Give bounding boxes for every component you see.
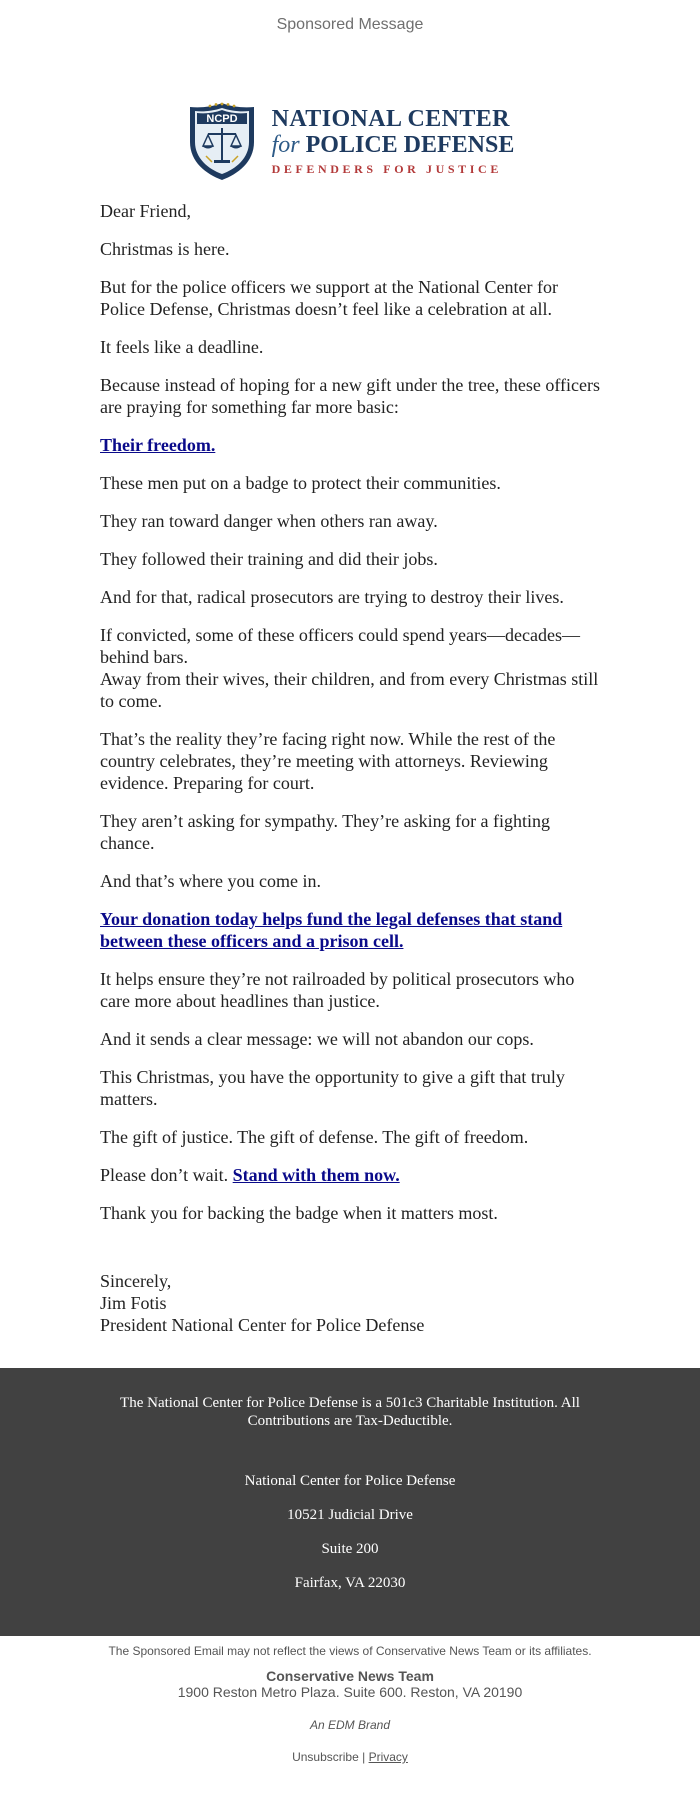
paragraph: These men put on a badge to protect their communities.: [100, 473, 501, 493]
logo-police-defense: POLICE DEFENSE: [305, 131, 515, 158]
signature-block: [100, 1270, 600, 1336]
logo-tagline: DEFENDERS FOR JUSTICE: [271, 161, 502, 176]
footer-org-info: [0, 1368, 700, 1636]
privacy-link[interactable]: Privacy: [368, 1750, 408, 1764]
paragraph: But for the police officers we support at the National Center for Police Defense, Christmas doesn’t feel like a celebration at all.: [100, 277, 559, 319]
signer-name: Jim Fotis: [100, 1293, 167, 1313]
donation-link[interactable]: Your donation today helps fund the legal defenses that stand between these officers and a prison cell.: [100, 909, 563, 951]
sponsored-message-label: Sponsored Message: [276, 16, 424, 33]
logo-title-line1: NATIONAL CENTER: [271, 105, 510, 132]
tax-deductible-notice: The National Center for Police Defense is a 501c3 Charitable Institution. All Contributions are Tax-Deductible.: [120, 1395, 580, 1429]
footer-city: Fairfax, VA 22030: [294, 1575, 406, 1591]
link-separator: |: [362, 1750, 366, 1764]
paragraph: And that’s where you come in.: [100, 871, 321, 891]
letter-body: [0, 200, 700, 1336]
paragraph: They followed their training and did their jobs.: [100, 549, 438, 569]
unsubscribe-link[interactable]: Unsubscribe: [292, 1750, 359, 1764]
paragraph-line: Away from their wives, their children, and from every Christmas still to come.: [100, 669, 599, 711]
footer-suite: Suite 200: [321, 1541, 379, 1557]
please-dont-wait-text: Please don’t wait.: [100, 1165, 229, 1185]
publisher-address: 1900 Reston Metro Plaza. Suite 600. Reston, VA 20190: [177, 1684, 523, 1700]
greeting: Dear Friend,: [100, 201, 191, 221]
stand-with-them-link[interactable]: Stand with them now.: [232, 1165, 400, 1185]
paragraph: Thank you for backing the badge when it matters most.: [100, 1203, 498, 1223]
paragraph: [100, 434, 600, 456]
their-freedom-link[interactable]: Their freedom.: [100, 435, 216, 455]
logo-title-line2: [272, 132, 515, 158]
paragraph: [100, 624, 600, 712]
paragraph-line: If convicted, some of these officers could spend years—decades—behind bars.: [100, 625, 580, 667]
paragraph: And it sends a clear message: we will not abandon our cops.: [100, 1029, 534, 1049]
shield-badge-icon: [186, 100, 258, 182]
paragraph: [100, 908, 600, 952]
paragraph: And for that, radical prosecutors are trying to destroy their lives.: [100, 587, 564, 607]
ncpd-logo: [0, 92, 700, 190]
logo-for: for: [271, 131, 300, 158]
footer-links: [0, 1750, 700, 1764]
footer-publisher: [0, 1636, 700, 1764]
paragraph: That’s the reality they’re facing right now. While the rest of the country celebrates, they’re meeting with attorneys. Reviewing evidence. Preparing for court.: [100, 729, 556, 793]
footer-street: 10521 Judicial Drive: [287, 1507, 413, 1523]
sign-off: Sincerely,: [100, 1271, 172, 1291]
paragraph: The gift of justice. The gift of defense. The gift of freedom.: [100, 1127, 529, 1147]
footer-org-name: National Center for Police Defense: [244, 1473, 456, 1489]
edm-brand-label: An EDM Brand: [309, 1718, 391, 1732]
paragraph: [100, 1164, 600, 1186]
publisher-name: Conservative News Team: [266, 1668, 434, 1684]
paragraph: They ran toward danger when others ran away.: [100, 511, 438, 531]
paragraph: It feels like a deadline.: [100, 337, 264, 357]
paragraph: They aren’t asking for sympathy. They’re asking for a fighting chance.: [100, 811, 551, 853]
sponsor-disclaimer: The Sponsored Email may not reflect the views of Conservative News Team or its affiliates.: [108, 1644, 592, 1658]
paragraph: This Christmas, you have the opportunity to give a gift that truly matters.: [100, 1067, 565, 1109]
signer-title: President National Center for Police Defense: [100, 1315, 425, 1335]
badge-text: NCPD: [206, 113, 238, 125]
paragraph: Christmas is here.: [100, 239, 230, 259]
paragraph: Because instead of hoping for a new gift under the tree, these officers are praying for something far more basic:: [100, 375, 600, 417]
paragraph: It helps ensure they’re not railroaded by political prosecutors who care more about headlines than justice.: [100, 969, 575, 1011]
